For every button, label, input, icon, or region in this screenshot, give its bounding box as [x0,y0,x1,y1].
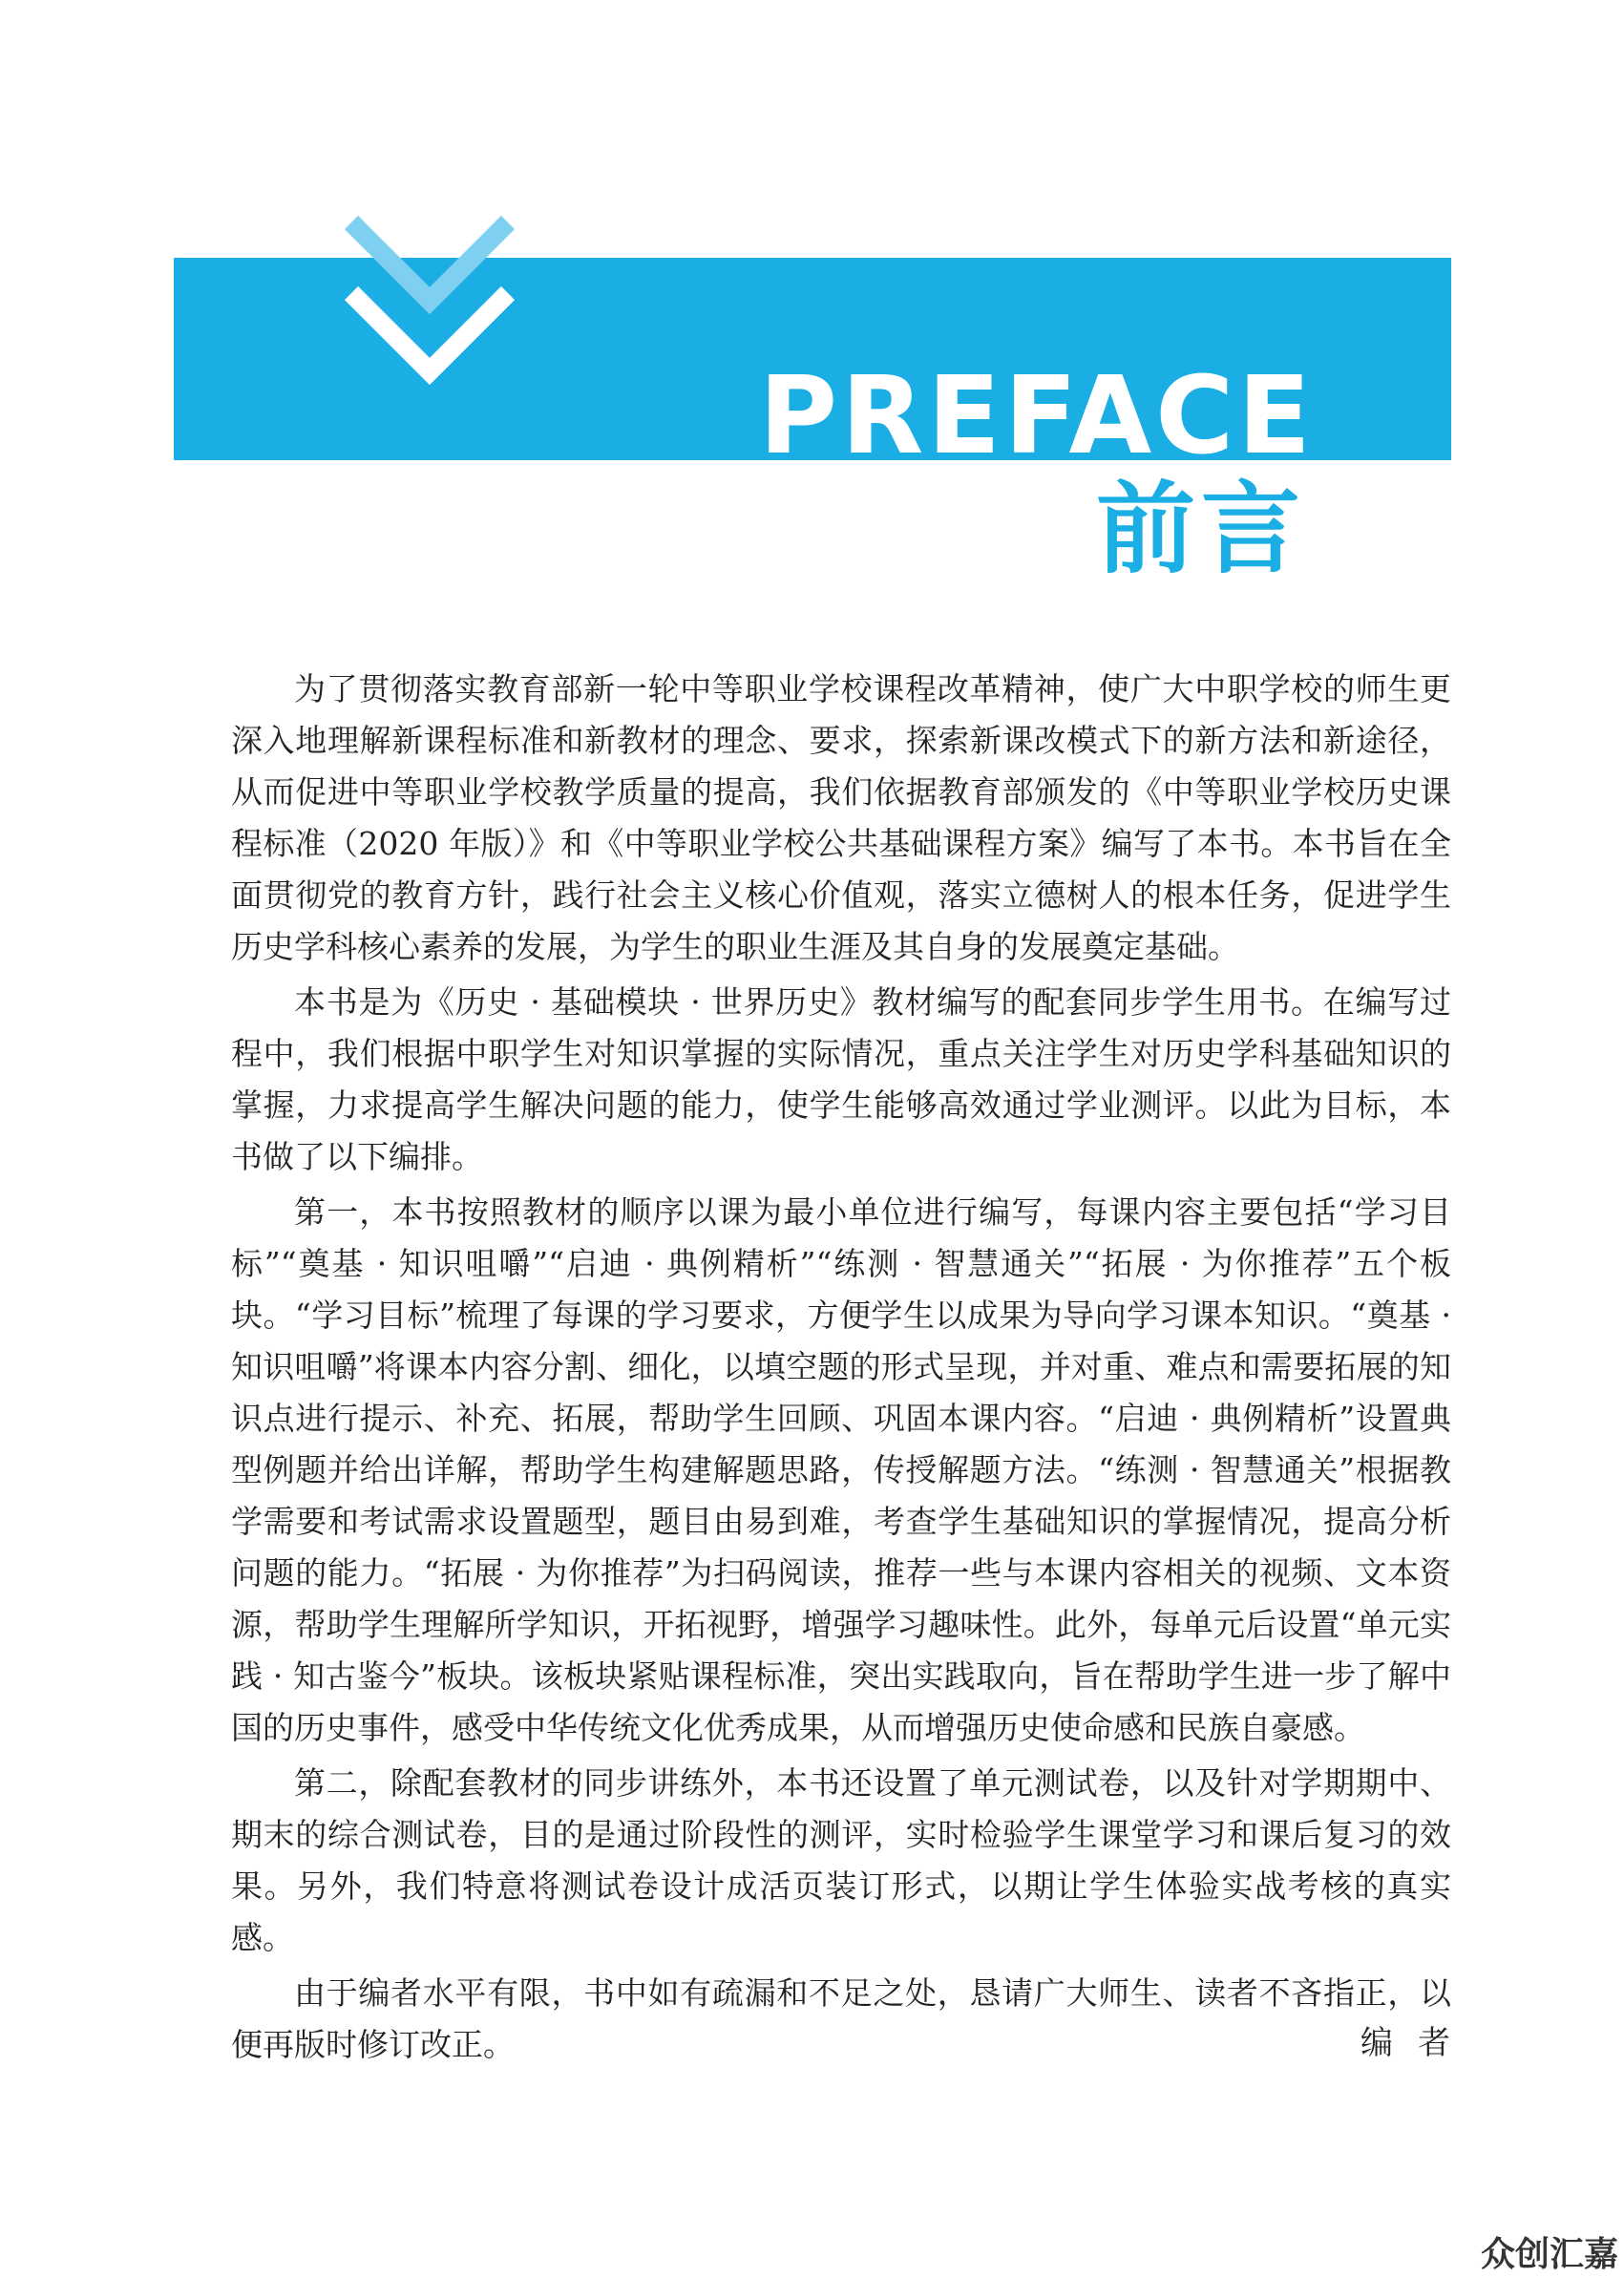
watermark-logo: 众创汇嘉 [1480,2235,1618,2274]
double-chevron-down-icon [344,215,516,387]
preface-body [231,664,1451,2075]
author-signature: 编者 [1360,2024,1475,2062]
paragraph: 本书是为《历史 · 基础模块 · 世界历史》教材编写的配套同步学生用书。在编写过程中，我们根据中职学生对知识掌握的实际情况，重点关注学生对历史学科基础知识的掌握，力求提高学生解决问题的能力，使学生能够高效通过学业测评。以此为目标，本书做了以下编排。 [231,983,1451,1175]
page-title-english: PREFACE [759,354,1315,478]
page-title-chinese: 前言 [1096,471,1307,587]
paragraph: 第一，本书按照教材的顺序以课为最小单位进行编写，每课内容主要包括“学习目标”“奠基 · 知识咀嚼”“启迪 · 典例精析”“练测 · 智慧通关”“拓展 · 为你推荐”五个板块。“学习目标”梳理了每课的学习要求，方便学生以成果为导向学习课本知识。“奠基 · 知识咀嚼”将课本内容分割、细化，以填空题的形式呈现，并对重、难点和需要拓展的知识点进行提示、补充、拓展，帮助学生回顾、巩固本课内容。“启迪 · 典例精析”设置典型例题并给出详解，帮助学生构建解题思路，传授解题方法。“练测 · 智慧通关”根据教学需要和考试需求设置题型，题目由易到难，考查学生基础知识的掌握情况，提高分析问题的能力。“拓展 · 为你推荐”为扫码阅读，推荐一些与本课内容相关的视频、文本资源，帮助学生理解所学知识，开拓视野，增强学习趣味性。此外，每单元后设置“单元实践 · 知古鉴今”板块。该板块紧贴课程标准，突出实践取向，旨在帮助学生进一步了解中国的历史事件，感受中华传统文化优秀成果，从而增强历史使命感和民族自豪感。 [231,1193,1451,1746]
paragraph: 为了贯彻落实教育部新一轮中等职业学校课程改革精神，使广大中职学校的师生更深入地理解新课程标准和新教材的理念、要求，探索新课改模式下的新方法和新途径，从而促进中等职业学校教学质量的提高，我们依据教育部颁发的《中等职业学校历史课程标准（2020 年版）》和《中等职业学校公共基础课程方案》编写了本书。本书旨在全面贯彻党的教育方针，践行社会主义核心价值观，落实立德树人的根本任务，促进学生历史学科核心素养的发展，为学生的职业生涯及其自身的发展奠定基础。 [231,670,1451,965]
paragraph: 第二，除配套教材的同步讲练外，本书还设置了单元测试卷，以及针对学期期中、期末的综合测试卷，目的是通过阶段性的测评，实时检验学生课堂学习和课后复习的效果。另外，我们特意将测试卷设计成活页装订形式，以期让学生体验实战考核的真实感。 [231,1764,1451,1956]
paragraph: 由于编者水平有限，书中如有疏漏和不足之处，恳请广大师生、读者不吝指正，以便再版时修订改正。 [231,1974,1451,2063]
